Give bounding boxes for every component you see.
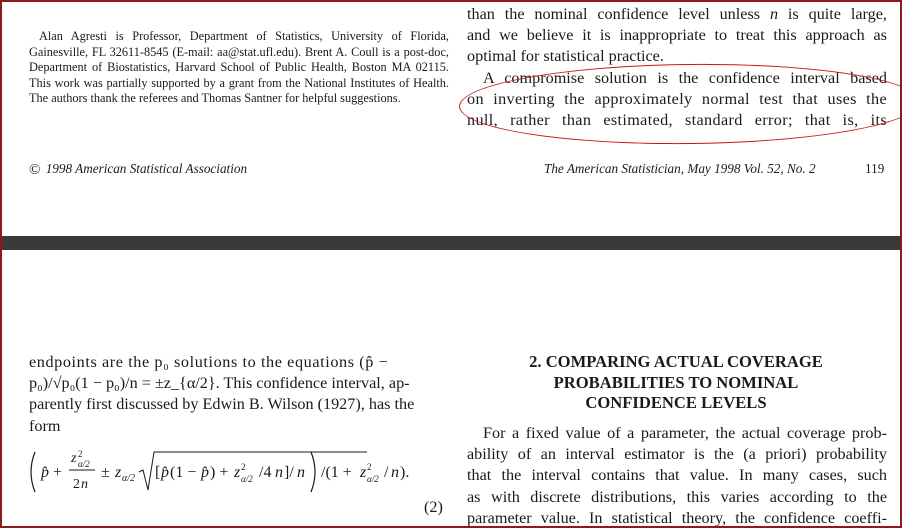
svg-text:2: 2 — [367, 462, 372, 472]
heading-line: CONFIDENCE LEVELS — [585, 393, 767, 412]
svg-text:2: 2 — [241, 462, 246, 472]
text-line: as with discrete distributions, this varies according to the — [467, 487, 887, 506]
svg-text:α/2: α/2 — [78, 459, 90, 469]
text-line: optimal for statistical practice. — [467, 47, 664, 66]
text-line: and we believe it is inappropriate to treat this approach as — [467, 26, 887, 45]
text-line: than the nominal confidence level unless n is quite large, — [467, 5, 887, 23]
equation-number: (2) — [424, 498, 443, 516]
math-variable: n — [769, 5, 779, 23]
heading-line: 2. COMPARING ACTUAL COVERAGE — [529, 352, 823, 371]
journal-citation: The American Statistician, May 1998 Vol. 52, No. 2 — [544, 161, 816, 176]
text-line: p₀)/√p₀(1 − p₀)/n = ±z_{α/2}. This confidence interval, ap- — [29, 374, 410, 393]
svg-text:/: / — [384, 464, 389, 481]
svg-text:z: z — [115, 464, 122, 481]
text-line: parameter value. In statistical theory, the confidence coeffi- — [467, 508, 887, 527]
svg-text:p̂: p̂ — [41, 464, 49, 481]
text-line: ability of an interval estimator is the (a priori) probability — [467, 445, 887, 464]
svg-text:n: n — [391, 464, 399, 481]
svg-text:z: z — [360, 464, 367, 481]
page-number: 119 — [865, 161, 885, 176]
text-line: on inverting the approximately normal test that uses the — [467, 89, 887, 108]
svg-text:+: + — [53, 464, 63, 481]
svg-text:p̂: p̂ — [201, 464, 209, 481]
svg-text:2: 2 — [73, 477, 80, 492]
svg-text:p̂: p̂ — [161, 464, 169, 481]
svg-text:/4: /4 — [259, 464, 272, 481]
text-line: form — [29, 416, 61, 435]
text-line: endpoints are the p₀ solutions to the equations (p̂ − — [29, 353, 389, 371]
svg-text:n: n — [275, 464, 283, 481]
copyright-text: 1998 American Statistical Association — [45, 161, 248, 176]
text-line: For a fixed value of a parameter, the actual coverage prob- — [483, 424, 887, 442]
svg-text:±: ± — [101, 464, 110, 481]
svg-text:2: 2 — [78, 449, 83, 459]
svg-text:[: [ — [155, 464, 161, 481]
text-line: parently first discussed by Edwin B. Wilson (1927), has the — [29, 395, 415, 414]
svg-text:α/2: α/2 — [367, 474, 379, 484]
svg-text:).: ). — [400, 464, 410, 481]
svg-text:) +: ) + — [210, 464, 229, 481]
footnote-text: Alan Agresti is Professor, Department of Statistics, University of Florida, Gainesville, FL 32611-8545 (E-mail: aa@stat.ufl.edu). Brent A. Coull is a post-doc, Department of Biostatistics, Harvard School of Public Health, Boston MA 02115. This work was partially supported by a grant from the National Institutes of Health. The authors thank the referees and Thomas Santner for helpful suggestions. — [29, 29, 449, 106]
svg-text:z: z — [71, 451, 77, 466]
text-line: that the interval contains that value. In many cases, such — [467, 466, 887, 485]
text-line: A compromise solution is the confidence interval based — [483, 68, 887, 87]
heading-line: PROBABILITIES TO NOMINAL — [553, 372, 799, 392]
copyright-icon: © — [29, 162, 41, 178]
svg-text:z: z — [234, 464, 241, 481]
svg-text:n: n — [81, 477, 88, 492]
svg-text:n: n — [297, 464, 305, 481]
svg-text:(1 −: (1 − — [170, 464, 197, 481]
svg-text:]/: ]/ — [284, 464, 294, 481]
text-line: null, rather than estimated, standard error; that is, its — [467, 111, 887, 130]
svg-text:/(1 +: /(1 + — [321, 464, 352, 481]
svg-text:α/2: α/2 — [122, 473, 136, 484]
svg-text:α/2: α/2 — [241, 474, 253, 484]
